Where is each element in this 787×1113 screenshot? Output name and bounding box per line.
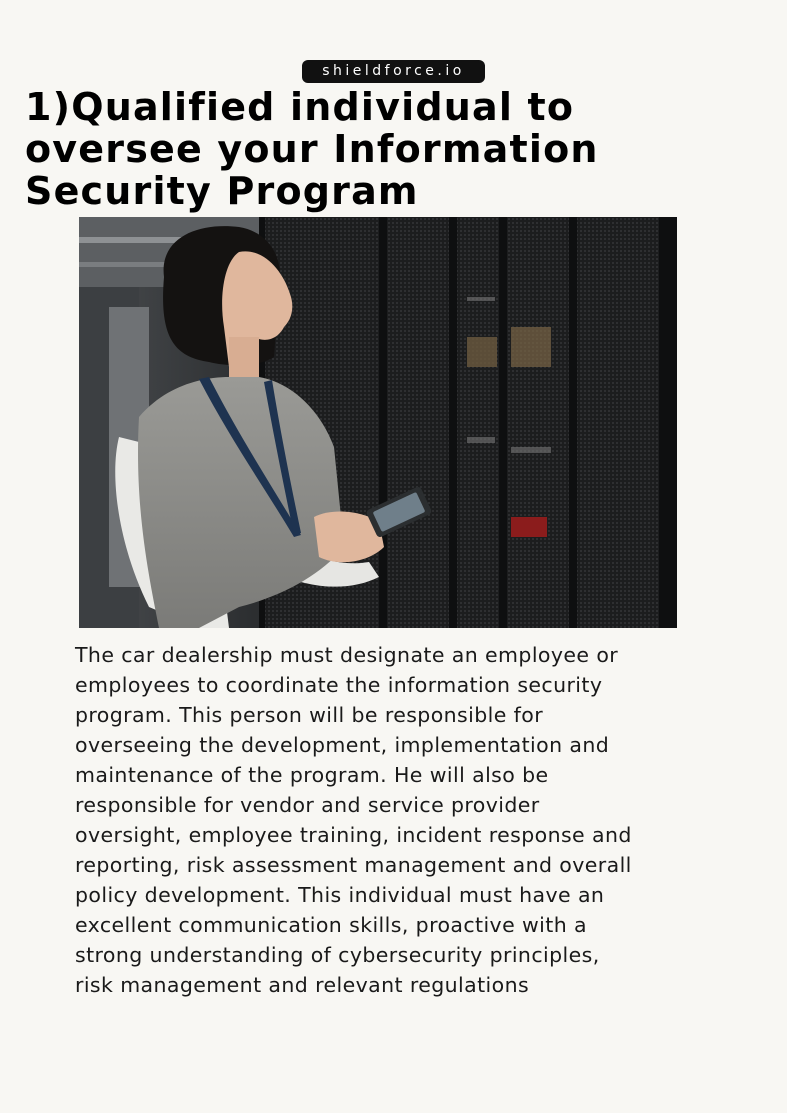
brand-badge: shieldforce.io (302, 60, 485, 83)
page-title: 1)Qualified individual to oversee your Information Security Program (25, 85, 599, 213)
body-paragraph: The car dealership must designate an employee or employees to coordinate the information security program. This person will be responsible for overseeing the development, implementation and maintenance of the program. He will also be responsible for vendor and service provider oversight, employee training, incident response and reporting, risk assessment management and overall policy development. This individual must have an excellent communication skills, proactive with a strong understanding of cybersecurity principles, risk management and relevant regulations (75, 643, 632, 997)
server-room-photo (79, 217, 677, 628)
